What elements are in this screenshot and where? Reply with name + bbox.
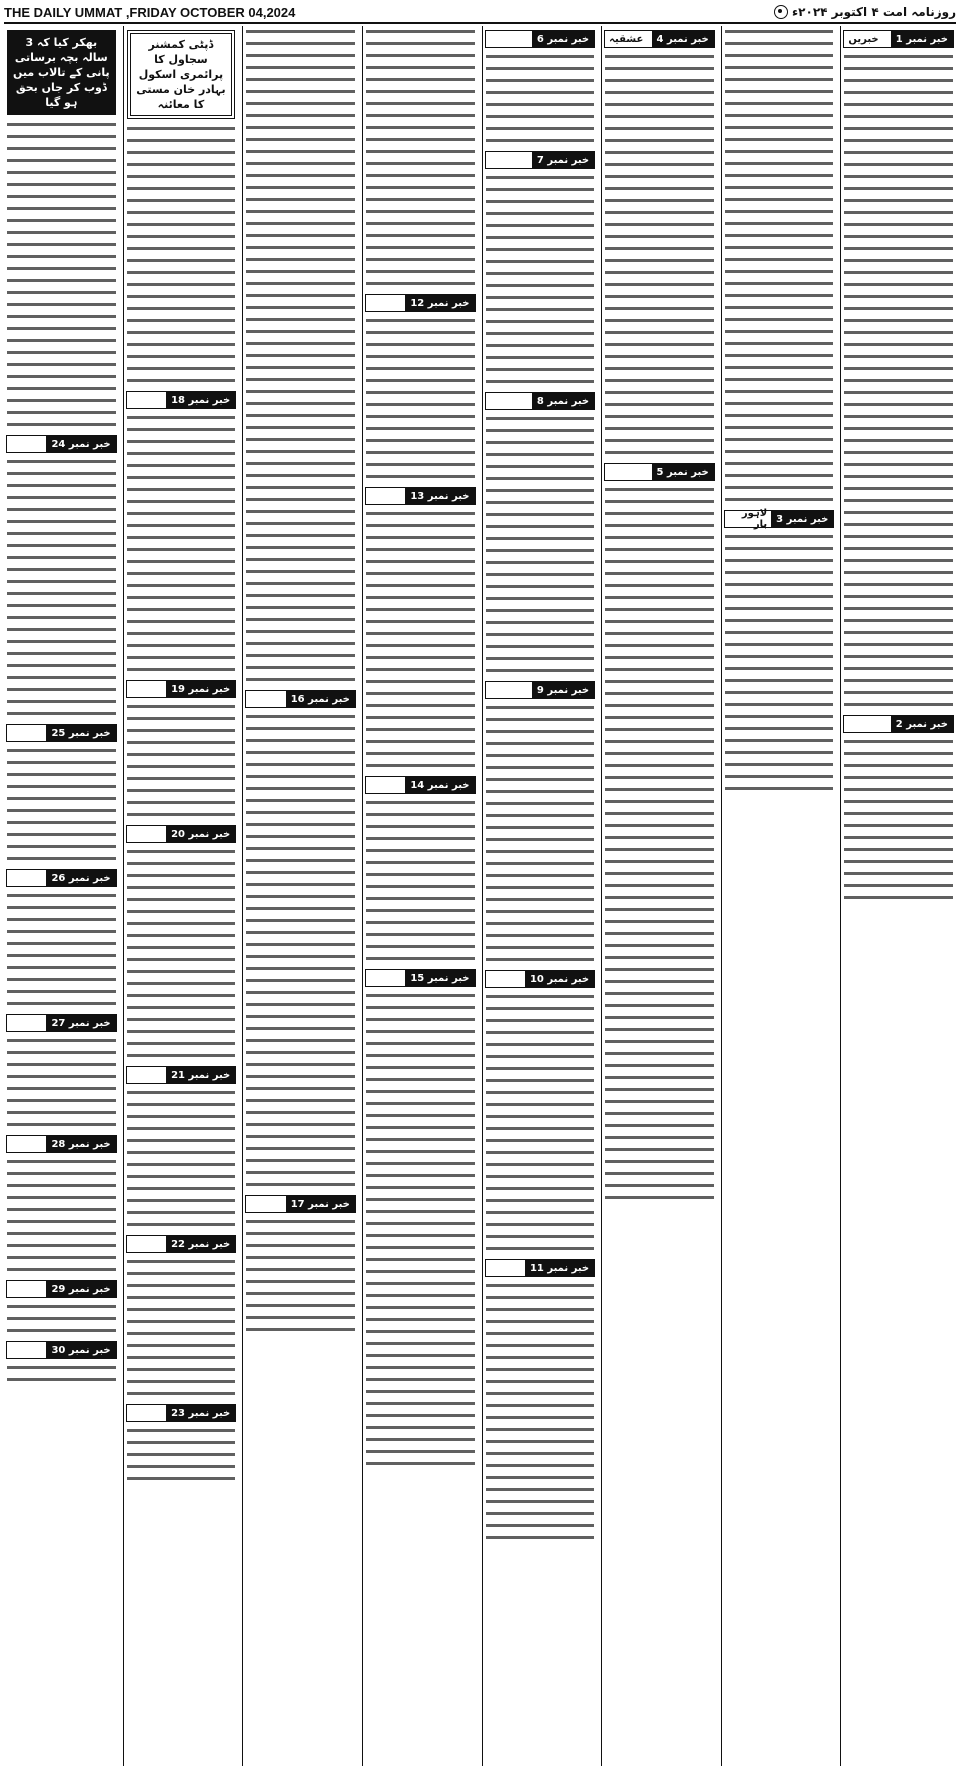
news-item-title xyxy=(127,1405,166,1421)
news-item-header xyxy=(245,690,356,708)
news-item-header xyxy=(6,869,117,887)
news-item xyxy=(363,969,478,1470)
news-item xyxy=(124,825,239,1062)
news-item-body xyxy=(366,990,475,1470)
news-item-header xyxy=(485,1259,596,1277)
news-item xyxy=(124,1235,239,1400)
news-item-title xyxy=(486,31,532,47)
news-item-header xyxy=(126,1235,237,1253)
news-item-header xyxy=(126,1404,237,1422)
news-item-body xyxy=(844,51,953,711)
news-item-number: خبر نمبر 15 xyxy=(405,970,474,986)
news-column xyxy=(601,26,717,1766)
news-item-title xyxy=(7,870,46,886)
news-item-body xyxy=(246,711,355,1191)
news-item-number: خبر نمبر 7 xyxy=(532,152,594,168)
news-item-number: خبر نمبر 21 xyxy=(166,1067,235,1083)
news-item xyxy=(4,435,119,720)
news-item-number: خبر نمبر 22 xyxy=(166,1236,235,1252)
news-item xyxy=(483,151,598,388)
news-item-body xyxy=(127,1425,236,1485)
news-item-title: لاہور بار xyxy=(741,508,768,530)
news-item-number: خبر نمبر 11 xyxy=(525,1260,594,1276)
masthead-urdu-text: روزنامہ امت ۴ اکتوبر ۲۰۲۴ء xyxy=(792,5,956,19)
news-item-body xyxy=(486,1280,595,1544)
news-item-header xyxy=(365,487,476,505)
headline-box: بھکر کیا کہ 3 سالہ بچہ برساتی پانی کے تالاب میں ڈوب کر جاں بحق ہو گیا xyxy=(7,30,116,115)
news-item-body xyxy=(725,531,834,795)
news-item-header xyxy=(485,970,596,988)
news-item xyxy=(124,1066,239,1231)
news-item-header xyxy=(6,1341,117,1359)
news-item-body xyxy=(605,484,714,1204)
news-item xyxy=(124,1404,239,1485)
news-item-header xyxy=(126,1066,237,1084)
news-item xyxy=(243,690,358,1191)
news-item-body xyxy=(366,315,475,483)
news-item-number: خبر نمبر 13 xyxy=(405,488,474,504)
news-item-header xyxy=(365,294,476,312)
news-item-body xyxy=(486,413,595,677)
news-item-title xyxy=(246,691,285,707)
news-item-title xyxy=(7,436,46,452)
news-column xyxy=(362,26,478,1766)
news-item xyxy=(483,1259,598,1544)
news-item-body xyxy=(7,119,116,431)
news-item xyxy=(363,26,478,290)
news-item-body xyxy=(127,412,236,676)
news-item-body xyxy=(127,123,236,387)
news-item-body xyxy=(7,1156,116,1276)
news-item-body xyxy=(7,745,116,865)
news-item xyxy=(4,1135,119,1276)
news-item xyxy=(722,26,837,506)
news-item-body xyxy=(605,51,714,459)
news-item xyxy=(722,510,837,795)
news-item-title xyxy=(7,1342,46,1358)
news-item-header xyxy=(604,463,715,481)
news-item-title xyxy=(7,1136,46,1152)
news-item-header xyxy=(485,151,596,169)
news-item-header xyxy=(126,680,237,698)
news-item xyxy=(4,724,119,865)
news-item xyxy=(483,392,598,677)
news-item-number: خبر نمبر 1 xyxy=(891,31,953,47)
news-item-header xyxy=(245,1195,356,1213)
news-item-number: خبر نمبر 26 xyxy=(46,870,115,886)
news-item-title xyxy=(486,393,532,409)
news-column xyxy=(242,26,358,1766)
news-item-title: عشقیہ xyxy=(609,33,644,45)
news-column xyxy=(482,26,598,1766)
news-item-title xyxy=(366,488,405,504)
news-item-number: خبر نمبر 4 xyxy=(652,31,714,47)
news-item-number: خبر نمبر 19 xyxy=(166,681,235,697)
news-item-body xyxy=(366,26,475,290)
news-item-title xyxy=(127,826,166,842)
news-item-number: خبر نمبر 18 xyxy=(166,392,235,408)
news-item-header xyxy=(6,435,117,453)
news-item-title xyxy=(486,971,525,987)
news-columns xyxy=(4,26,956,1766)
news-item-body xyxy=(725,26,834,506)
news-item-title xyxy=(127,392,166,408)
news-item xyxy=(124,391,239,676)
news-item-body xyxy=(7,1035,116,1131)
news-item-title xyxy=(486,152,532,168)
news-item-body xyxy=(127,1087,236,1231)
news-item-number: خبر نمبر 20 xyxy=(166,826,235,842)
news-item-body xyxy=(486,51,595,147)
news-item-header xyxy=(365,776,476,794)
news-item-header xyxy=(843,715,954,733)
news-item-number: خبر نمبر 8 xyxy=(532,393,594,409)
news-item-header xyxy=(126,825,237,843)
news-item-title xyxy=(366,777,405,793)
news-item xyxy=(363,487,478,772)
news-item-number: خبر نمبر 6 xyxy=(532,31,594,47)
news-item-title xyxy=(7,1015,46,1031)
news-item-body xyxy=(366,797,475,965)
news-item xyxy=(124,123,239,387)
news-item-body xyxy=(127,846,236,1062)
news-item-header xyxy=(6,724,117,742)
news-item-body xyxy=(7,456,116,720)
news-item-title xyxy=(366,970,405,986)
news-item-number: خبر نمبر 28 xyxy=(46,1136,115,1152)
news-item xyxy=(602,30,717,459)
news-item-title xyxy=(127,1067,166,1083)
masthead xyxy=(4,2,956,24)
news-item xyxy=(4,1014,119,1131)
newspaper-logo-icon xyxy=(774,5,788,19)
news-item-body xyxy=(7,1362,116,1386)
news-item xyxy=(602,463,717,1204)
news-item-header xyxy=(6,1014,117,1032)
news-item-body xyxy=(127,701,236,821)
news-item-header xyxy=(6,1280,117,1298)
news-item xyxy=(483,30,598,147)
news-item-body xyxy=(127,1256,236,1400)
news-item-number: خبر نمبر 2 xyxy=(891,716,953,732)
news-item-header xyxy=(724,510,835,528)
news-item-header xyxy=(126,391,237,409)
news-item-body xyxy=(486,172,595,388)
news-item-number: خبر نمبر 5 xyxy=(652,464,714,480)
news-item-number: خبر نمبر 10 xyxy=(525,971,594,987)
news-item-title xyxy=(246,1196,285,1212)
news-item-header xyxy=(485,392,596,410)
news-item-body xyxy=(246,26,355,686)
news-item-body xyxy=(7,890,116,1010)
news-item xyxy=(841,715,956,904)
news-item xyxy=(4,1341,119,1386)
news-item xyxy=(124,680,239,821)
news-item-body xyxy=(486,991,595,1255)
news-item-number: خبر نمبر 3 xyxy=(771,511,833,527)
news-item-number: خبر نمبر 23 xyxy=(166,1405,235,1421)
news-item-title: خبریں xyxy=(848,33,879,45)
news-item-header xyxy=(365,969,476,987)
news-item-body xyxy=(366,508,475,772)
masthead-title-urdu xyxy=(774,5,956,19)
news-item-header xyxy=(6,1135,117,1153)
news-item-title xyxy=(486,682,532,698)
news-item xyxy=(4,119,119,431)
news-item xyxy=(243,26,358,686)
news-item-number: خبر نمبر 17 xyxy=(286,1196,355,1212)
news-item xyxy=(483,970,598,1255)
news-column xyxy=(4,26,119,1766)
news-item-number: خبر نمبر 25 xyxy=(46,725,115,741)
news-item-number: خبر نمبر 12 xyxy=(405,295,474,311)
news-item-body xyxy=(486,702,595,966)
news-item xyxy=(4,1280,119,1337)
news-item xyxy=(483,681,598,966)
news-item xyxy=(243,1195,358,1336)
news-item-title xyxy=(366,295,405,311)
news-item xyxy=(363,294,478,483)
news-item-title xyxy=(844,716,890,732)
news-item-number: خبر نمبر 24 xyxy=(46,436,115,452)
news-item-header xyxy=(843,30,954,48)
news-item-header xyxy=(485,30,596,48)
news-item-number: خبر نمبر 30 xyxy=(46,1342,115,1358)
news-item-title xyxy=(127,1236,166,1252)
news-item-title xyxy=(605,464,651,480)
news-item xyxy=(363,776,478,965)
news-item-number: خبر نمبر 9 xyxy=(532,682,594,698)
news-item-title xyxy=(486,1260,525,1276)
news-item xyxy=(841,30,956,711)
news-item-title xyxy=(127,681,166,697)
headline-box: ڈپٹی کمشنر سجاول کا پرائمری اسکول بہادر خان مستی کا معائنہ xyxy=(127,30,236,119)
news-item-body xyxy=(246,1216,355,1336)
news-item-body xyxy=(844,736,953,904)
news-item-number: خبر نمبر 16 xyxy=(286,691,355,707)
news-item-number: خبر نمبر 14 xyxy=(405,777,474,793)
news-item-number: خبر نمبر 29 xyxy=(46,1281,115,1297)
masthead-title-english: THE DAILY UMMAT ,FRIDAY OCTOBER 04,2024 xyxy=(4,4,296,20)
news-column xyxy=(123,26,239,1766)
news-item-number: خبر نمبر 27 xyxy=(46,1015,115,1031)
news-column xyxy=(840,26,956,1766)
news-item-header xyxy=(604,30,715,48)
news-column xyxy=(721,26,837,1766)
news-item-title xyxy=(7,725,46,741)
news-item-header xyxy=(485,681,596,699)
news-item xyxy=(4,869,119,1010)
news-item-title xyxy=(7,1281,46,1297)
news-item-body xyxy=(7,1301,116,1337)
